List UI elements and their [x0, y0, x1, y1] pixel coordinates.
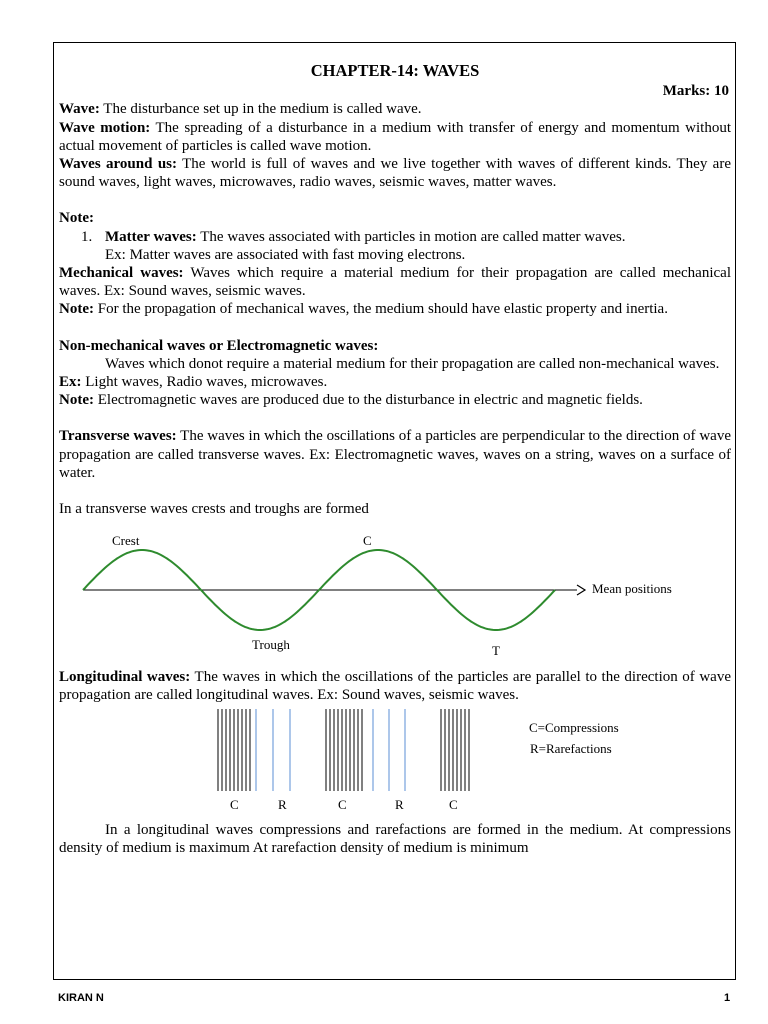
trough-short-label: T — [492, 643, 500, 659]
matter-waves-example: Ex: Matter waves are associated with fast moving electrons. — [105, 246, 466, 263]
document-body — [59, 60, 731, 857]
transverse-wave-diagram — [59, 518, 731, 668]
para-longitudinal: Longitudinal waves: The waves in which the oscillations of the particles are parallel to the direction of wave propagation are called longitudinal waves. Ex: Sound waves, seismic waves. — [59, 669, 731, 704]
chapter-title: CHAPTER-14: WAVES — [310, 61, 480, 80]
para-longitudinal-summary: In a longitudinal waves compressions and rarefactions are formed in the medium. At compressions density of medium is maximum At rarefaction density of medium is minimum — [59, 821, 731, 856]
footer-author: KIRAN N — [58, 992, 104, 1004]
footer-page-number: 1 — [724, 992, 731, 1004]
para-nonmech-ex: Ex: Light waves, Radio waves, microwaves. — [59, 374, 328, 391]
region-label: C — [338, 796, 347, 812]
trough-label: Trough — [252, 637, 290, 653]
note-heading: Note: — [59, 210, 94, 227]
crest-label: Crest — [112, 533, 140, 549]
para-wave: Wave: The disturbance set up in the medium is called wave. — [59, 101, 422, 118]
para-transverse-crests: In a transverse waves crests and troughs are formed — [59, 501, 369, 518]
legend-compressions: C=Compressions — [529, 719, 619, 735]
region-label: C — [449, 796, 458, 812]
legend-rarefactions: R=Rarefactions — [530, 740, 612, 756]
mean-positions-label: Mean positions — [592, 581, 672, 597]
marks-label: Marks: 10 — [662, 83, 729, 100]
para-wave-motion: Wave motion: The spreading of a disturbance in a medium with transfer of energy and momentum without actual movement of particles is called wave motion. — [59, 119, 731, 154]
para-waves-around: Waves around us: The world is full of waves and we live together with waves of different kinds. They are sound waves, light waves, microwaves, radio waves, seismic waves, matter waves. — [59, 156, 731, 191]
para-em-note: Note: Electromagnetic waves are produced due to the disturbance in electric and magnetic fields. — [59, 392, 643, 409]
crest-short-label: C — [363, 533, 372, 549]
region-label: C — [230, 796, 239, 812]
note-item-matter-waves: 1. Matter waves: The waves associated with particles in motion are called matter waves. — [81, 228, 626, 245]
para-nonmech: Waves which donot require a material medium for their propagation are called non-mechanical waves. — [105, 355, 720, 372]
list-number: 1. — [81, 228, 93, 245]
para-transverse: Transverse waves: The waves in which the oscillations of a particles are perpendicular to the direction of wave propagation are called transverse waves. Ex: Electromagnetic waves, waves on a string, waves on a surface of water. — [59, 428, 731, 481]
para-mech-note: Note: For the propagation of mechanical waves, the medium should have elastic property and inertia. — [59, 301, 668, 318]
para-mechanical: Mechanical waves: Waves which require a material medium for their propagation are called mechanical waves. Ex: Sound waves, seismic waves. — [59, 265, 731, 300]
region-label: R — [395, 796, 404, 812]
region-label: R — [278, 796, 287, 812]
longitudinal-wave-diagram — [59, 705, 731, 821]
nonmech-heading: Non-mechanical waves or Electromagnetic waves: — [59, 337, 379, 354]
axis-arrowhead — [577, 585, 585, 595]
